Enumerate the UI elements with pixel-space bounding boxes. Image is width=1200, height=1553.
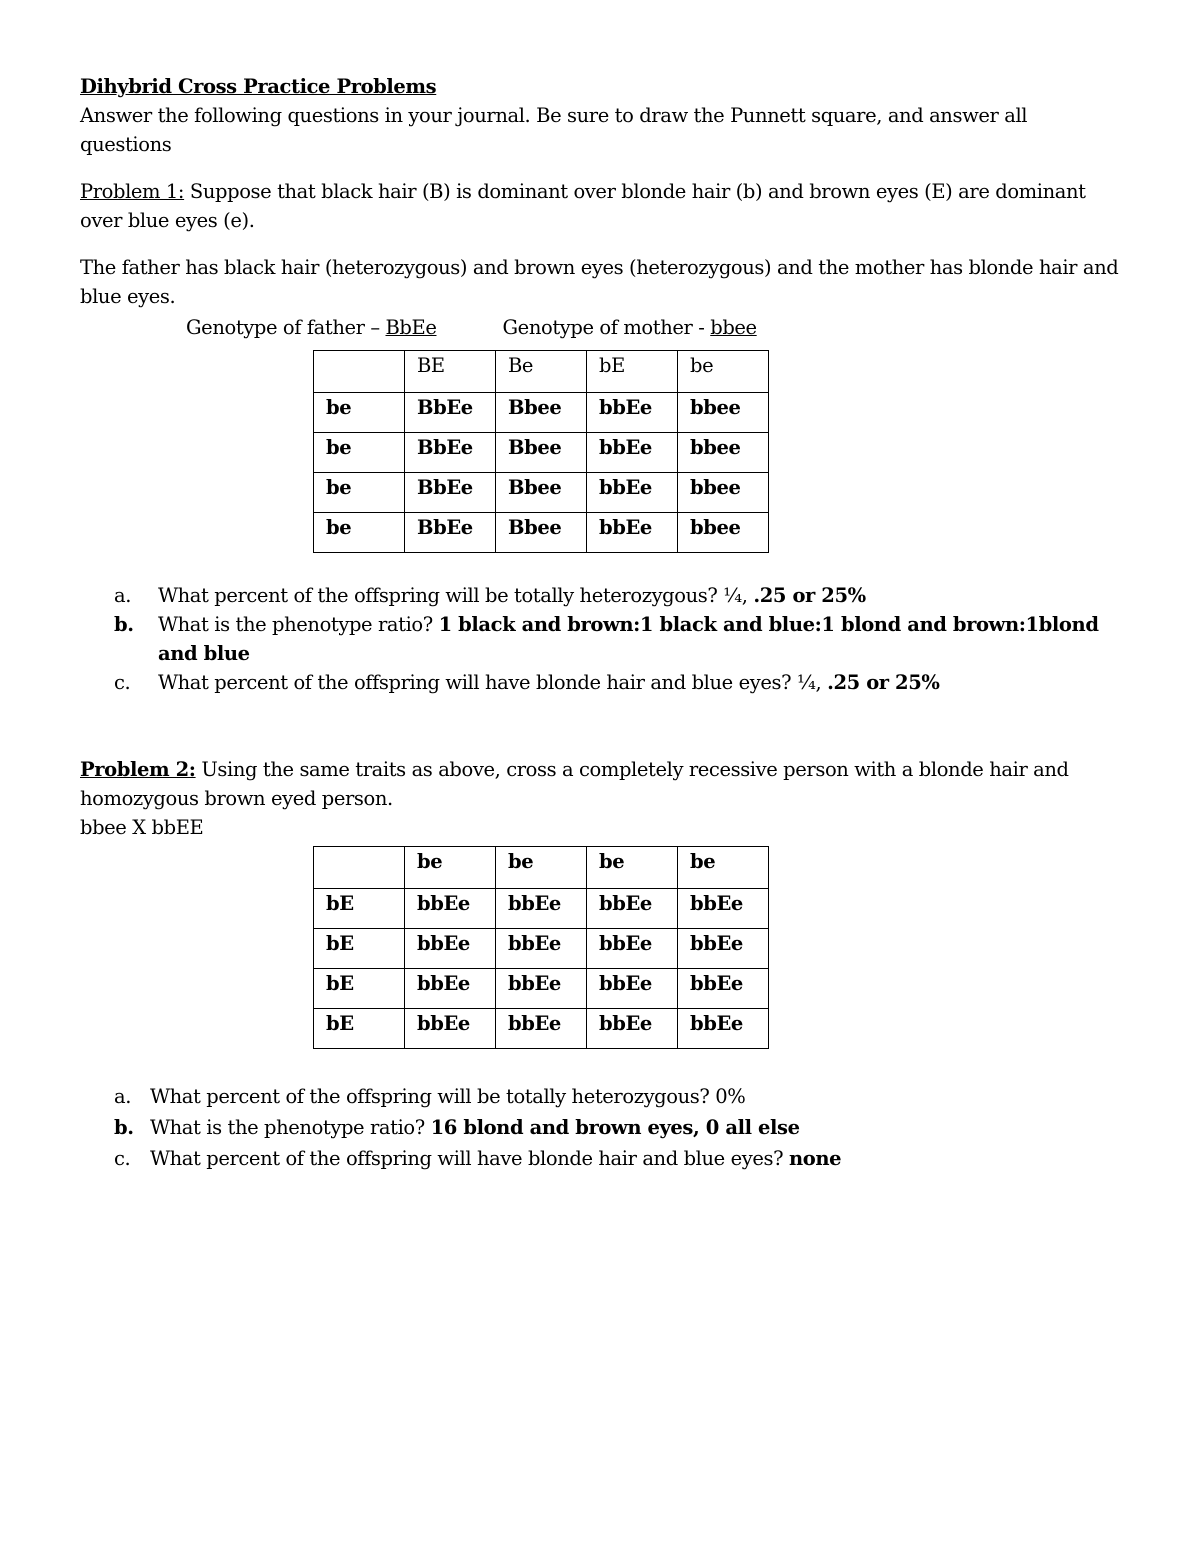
punnett-cell: bbee <box>678 473 769 513</box>
father-genotype-label: Genotype of father – <box>186 316 386 339</box>
punnett-header-cell: be <box>587 847 678 889</box>
question-item <box>80 610 1120 668</box>
punnett-row <box>314 433 769 473</box>
punnett-cell: bbEe <box>587 513 678 553</box>
punnett-row-header: be <box>314 433 405 473</box>
punnett-cell: bbEe <box>496 969 587 1009</box>
problem1-genotypes <box>80 313 1120 342</box>
question-item <box>80 1112 1120 1143</box>
punnett-cell: bbEe <box>587 889 678 929</box>
question-marker: a. <box>114 1085 132 1108</box>
question-item <box>80 581 1120 610</box>
punnett-cell: Bbee <box>496 513 587 553</box>
punnett-cell: bbEe <box>678 969 769 1009</box>
punnett-cell: BbEe <box>405 473 496 513</box>
punnett-header-row <box>314 351 769 393</box>
punnett-corner-cell <box>314 847 405 889</box>
document-title: Dihybrid Cross Practice Problems <box>80 75 437 98</box>
question-item <box>80 1143 1120 1174</box>
punnett-header-cell: BE <box>405 351 496 393</box>
question-text: What percent of the offspring will have blonde hair and blue eyes? ¼, <box>158 671 828 694</box>
punnett-header-row <box>314 847 769 889</box>
problem1-parents: The father has black hair (heterozygous) and brown eyes (heterozygous) and the mother has blonde hair and blue eyes. <box>80 256 1119 308</box>
question-item <box>80 668 1120 697</box>
punnett-row <box>314 969 769 1009</box>
problem2-statement <box>80 755 1120 813</box>
punnett-header-cell: Be <box>496 351 587 393</box>
punnett-cell: bbEe <box>496 889 587 929</box>
problem1-questions <box>80 581 1120 697</box>
question-answer: 0% <box>715 1085 746 1108</box>
question-marker: a. <box>114 584 132 607</box>
punnett-cell: bbEe <box>678 929 769 969</box>
question-answer: none <box>788 1147 842 1170</box>
question-answer: 1 black and brown:1 black and blue:1 blond and brown:1blond and blue <box>158 613 1099 665</box>
punnett-cell: bbee <box>678 393 769 433</box>
question-marker: b. <box>114 613 134 636</box>
question-answer: .25 or 25% <box>753 584 866 607</box>
question-text: What percent of the offspring will be totally heterozygous? ¼, <box>158 584 754 607</box>
punnett-cell: bbEe <box>587 433 678 473</box>
punnett-cell: bbEe <box>678 1009 769 1049</box>
punnett-cell: bbee <box>678 513 769 553</box>
question-text: What percent of the offspring will have blonde hair and blue eyes? <box>150 1147 789 1170</box>
question-text: What percent of the offspring will be totally heterozygous? <box>150 1085 716 1108</box>
punnett-header-cell: be <box>678 847 769 889</box>
punnett-cell: bbEe <box>405 889 496 929</box>
punnett-cell: bbEe <box>405 969 496 1009</box>
punnett-row-header: be <box>314 513 405 553</box>
problem2-cross: bbee X bbEE <box>80 816 204 839</box>
punnett-row-header: be <box>314 473 405 513</box>
punnett-cell: bbEe <box>405 929 496 969</box>
problem2-label: Problem 2: <box>80 758 196 781</box>
punnett-header-cell: be <box>496 847 587 889</box>
punnett-cell: bbEe <box>405 1009 496 1049</box>
problem1-statement <box>80 177 1120 235</box>
question-marker: c. <box>114 671 131 694</box>
problem1-label: Problem 1: <box>80 180 185 203</box>
punnett-row <box>314 1009 769 1049</box>
problem2-text: Using the same traits as above, cross a completely recessive person with a blonde hair and homozygous brown eyed person. <box>80 758 1069 810</box>
punnett-row <box>314 473 769 513</box>
problem1-text: Suppose that black hair (B) is dominant over blonde hair (b) and brown eyes (E) are dominant over blue eyes (e). <box>80 180 1086 232</box>
punnett-row <box>314 513 769 553</box>
punnett-row-header: bE <box>314 969 405 1009</box>
father-genotype: BbEe <box>385 316 437 339</box>
mother-genotype: bbee <box>710 316 757 339</box>
document-page <box>80 72 1120 1174</box>
punnett-cell: Bbee <box>496 393 587 433</box>
punnett-header-cell: be <box>678 351 769 393</box>
question-marker: c. <box>114 1147 131 1170</box>
mother-genotype-label: Genotype of mother - <box>502 316 711 339</box>
problem2-punnett-square <box>313 846 769 1049</box>
punnett-row <box>314 929 769 969</box>
punnett-row <box>314 393 769 433</box>
punnett-row <box>314 889 769 929</box>
punnett-cell: bbEe <box>587 969 678 1009</box>
punnett-cell: bbee <box>678 433 769 473</box>
punnett-cell: bbEe <box>587 929 678 969</box>
punnett-row-header: bE <box>314 1009 405 1049</box>
punnett-cell: bbEe <box>678 889 769 929</box>
punnett-header-cell: be <box>405 847 496 889</box>
punnett-corner-cell <box>314 351 405 393</box>
problem1-punnett-square <box>313 350 769 553</box>
punnett-cell: bbEe <box>496 929 587 969</box>
punnett-cell: BbEe <box>405 513 496 553</box>
punnett-cell: Bbee <box>496 433 587 473</box>
question-marker: b. <box>114 1116 134 1139</box>
punnett-cell: Bbee <box>496 473 587 513</box>
punnett-row-header: bE <box>314 929 405 969</box>
punnett-row-header: bE <box>314 889 405 929</box>
punnett-cell: BbEe <box>405 433 496 473</box>
question-answer: 16 blond and brown eyes, 0 all else <box>430 1116 800 1139</box>
punnett-cell: bbEe <box>587 393 678 433</box>
punnett-row-header: be <box>314 393 405 433</box>
question-answer: .25 or 25% <box>827 671 940 694</box>
punnett-cell: BbEe <box>405 393 496 433</box>
question-item <box>80 1081 1120 1112</box>
question-text: What is the phenotype ratio? <box>150 1116 431 1139</box>
problem2-questions <box>80 1081 1120 1174</box>
punnett-cell: bbEe <box>587 473 678 513</box>
instructions: Answer the following questions in your journal. Be sure to draw the Punnett square, and answer all questions <box>80 104 1028 156</box>
question-text: What is the phenotype ratio? <box>158 613 439 636</box>
punnett-cell: bbEe <box>587 1009 678 1049</box>
punnett-cell: bbEe <box>496 1009 587 1049</box>
punnett-header-cell: bE <box>587 351 678 393</box>
